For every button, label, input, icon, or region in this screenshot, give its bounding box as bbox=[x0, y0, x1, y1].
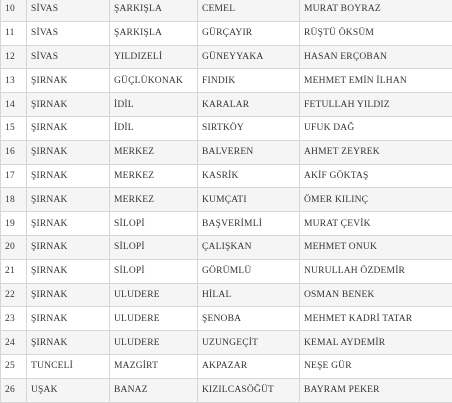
cell-village: ÇALIŞKAN bbox=[198, 235, 300, 259]
cell-name: AHMET ZEYREK bbox=[300, 140, 452, 164]
cell-village: GÜRÇAYIR bbox=[198, 21, 300, 45]
cell-district: ULUDERE bbox=[110, 331, 198, 355]
cell-province: ŞIRNAK bbox=[27, 307, 110, 331]
cell-province: ŞIRNAK bbox=[27, 69, 110, 93]
cell-name: MEHMET EMİN İLHAN bbox=[300, 69, 452, 93]
cell-province: ŞIRNAK bbox=[27, 164, 110, 188]
cell-province: ŞIRNAK bbox=[27, 283, 110, 307]
cell-name: FETULLAH YILDIZ bbox=[300, 93, 452, 117]
cell-district: SİLOPİ bbox=[110, 235, 198, 259]
cell-name: NEŞE GÜR bbox=[300, 354, 452, 378]
cell-province: UŞAK bbox=[27, 378, 110, 402]
cell-row-number: 22 bbox=[1, 283, 27, 307]
cell-name: UFUK DAĞ bbox=[300, 116, 452, 140]
table-row bbox=[1, 0, 452, 21]
table-row bbox=[1, 116, 452, 140]
table-row bbox=[1, 45, 452, 69]
table-row bbox=[1, 331, 452, 355]
table-row bbox=[1, 140, 452, 164]
table-row bbox=[1, 69, 452, 93]
cell-name: MURAT ÇEVİK bbox=[300, 212, 452, 236]
cell-row-number: 25 bbox=[1, 354, 27, 378]
cell-row-number: 17 bbox=[1, 164, 27, 188]
cell-province: ŞIRNAK bbox=[27, 259, 110, 283]
cell-village: BAŞVERİMLİ bbox=[198, 212, 300, 236]
cell-village: SIRTKÖY bbox=[198, 116, 300, 140]
cell-province: ŞIRNAK bbox=[27, 140, 110, 164]
table-row bbox=[1, 21, 452, 45]
table-body bbox=[1, 0, 452, 402]
cell-village: ŞENOBA bbox=[198, 307, 300, 331]
cell-row-number: 26 bbox=[1, 378, 27, 402]
cell-province: SİVAS bbox=[27, 45, 110, 69]
cell-row-number: 19 bbox=[1, 212, 27, 236]
cell-name: AKİF GÖKTAŞ bbox=[300, 164, 452, 188]
cell-row-number: 13 bbox=[1, 69, 27, 93]
cell-district: MAZGİRT bbox=[110, 354, 198, 378]
cell-village: HİLAL bbox=[198, 283, 300, 307]
cell-row-number: 15 bbox=[1, 116, 27, 140]
cell-name: KEMAL AYDEMİR bbox=[300, 331, 452, 355]
cell-district: MERKEZ bbox=[110, 140, 198, 164]
cell-row-number: 14 bbox=[1, 93, 27, 117]
cell-district: İDİL bbox=[110, 116, 198, 140]
cell-province: TUNCELİ bbox=[27, 354, 110, 378]
cell-province: ŞIRNAK bbox=[27, 212, 110, 236]
cell-row-number: 11 bbox=[1, 21, 27, 45]
cell-district: MERKEZ bbox=[110, 188, 198, 212]
cell-row-number: 21 bbox=[1, 259, 27, 283]
cell-province: ŞIRNAK bbox=[27, 235, 110, 259]
cell-row-number: 18 bbox=[1, 188, 27, 212]
cell-name: MEHMET ONUK bbox=[300, 235, 452, 259]
cell-name: MEHMET KADRİ TATAR bbox=[300, 307, 452, 331]
table-row bbox=[1, 354, 452, 378]
cell-name: NURULLAH ÖZDEMİR bbox=[300, 259, 452, 283]
cell-province: SİVAS bbox=[27, 0, 110, 21]
cell-name: RÜŞTÜ ÖKSÜM bbox=[300, 21, 452, 45]
cell-village: KARALAR bbox=[198, 93, 300, 117]
cell-village: GÖRÜMLÜ bbox=[198, 259, 300, 283]
cell-district: ULUDERE bbox=[110, 283, 198, 307]
cell-village: BALVEREN bbox=[198, 140, 300, 164]
cell-name: OSMAN BENEK bbox=[300, 283, 452, 307]
cell-district: SİLOPİ bbox=[110, 212, 198, 236]
cell-district: ŞARKIŞLA bbox=[110, 21, 198, 45]
cell-name: ÖMER KILINÇ bbox=[300, 188, 452, 212]
cell-row-number: 16 bbox=[1, 140, 27, 164]
cell-name: MURAT BOYRAZ bbox=[300, 0, 452, 21]
cell-district: YILDIZELİ bbox=[110, 45, 198, 69]
cell-village: KIZILCASÖĞÜT bbox=[198, 378, 300, 402]
cell-district: İDİL bbox=[110, 93, 198, 117]
cell-row-number: 10 bbox=[1, 0, 27, 21]
cell-village: FINDIK bbox=[198, 69, 300, 93]
cell-village: GÜNEYYAKA bbox=[198, 45, 300, 69]
cell-district: ŞARKIŞLA bbox=[110, 0, 198, 21]
table-row bbox=[1, 378, 452, 402]
cell-row-number: 20 bbox=[1, 235, 27, 259]
table-row bbox=[1, 283, 452, 307]
cell-village: AKPAZAR bbox=[198, 354, 300, 378]
cell-row-number: 12 bbox=[1, 45, 27, 69]
cell-province: ŞIRNAK bbox=[27, 93, 110, 117]
table-row bbox=[1, 93, 452, 117]
table-row bbox=[1, 259, 452, 283]
cell-province: ŞIRNAK bbox=[27, 331, 110, 355]
cell-name: BAYRAM PEKER bbox=[300, 378, 452, 402]
cell-province: SİVAS bbox=[27, 21, 110, 45]
table-row bbox=[1, 164, 452, 188]
cell-district: SİLOPİ bbox=[110, 259, 198, 283]
cell-province: ŞIRNAK bbox=[27, 116, 110, 140]
cell-district: MERKEZ bbox=[110, 164, 198, 188]
table-row bbox=[1, 212, 452, 236]
cell-village: KASRİK bbox=[198, 164, 300, 188]
cell-row-number: 24 bbox=[1, 331, 27, 355]
cell-name: HASAN ERÇOBAN bbox=[300, 45, 452, 69]
cell-district: BANAZ bbox=[110, 378, 198, 402]
cell-village: CEMEL bbox=[198, 0, 300, 21]
cell-province: ŞIRNAK bbox=[27, 188, 110, 212]
cell-district: GÜÇLÜKONAK bbox=[110, 69, 198, 93]
table-row bbox=[1, 235, 452, 259]
table-row bbox=[1, 307, 452, 331]
table-row bbox=[1, 188, 452, 212]
cell-village: KUMÇATI bbox=[198, 188, 300, 212]
cell-district: ULUDERE bbox=[110, 307, 198, 331]
cell-village: UZUNGEÇİT bbox=[198, 331, 300, 355]
cell-row-number: 23 bbox=[1, 307, 27, 331]
